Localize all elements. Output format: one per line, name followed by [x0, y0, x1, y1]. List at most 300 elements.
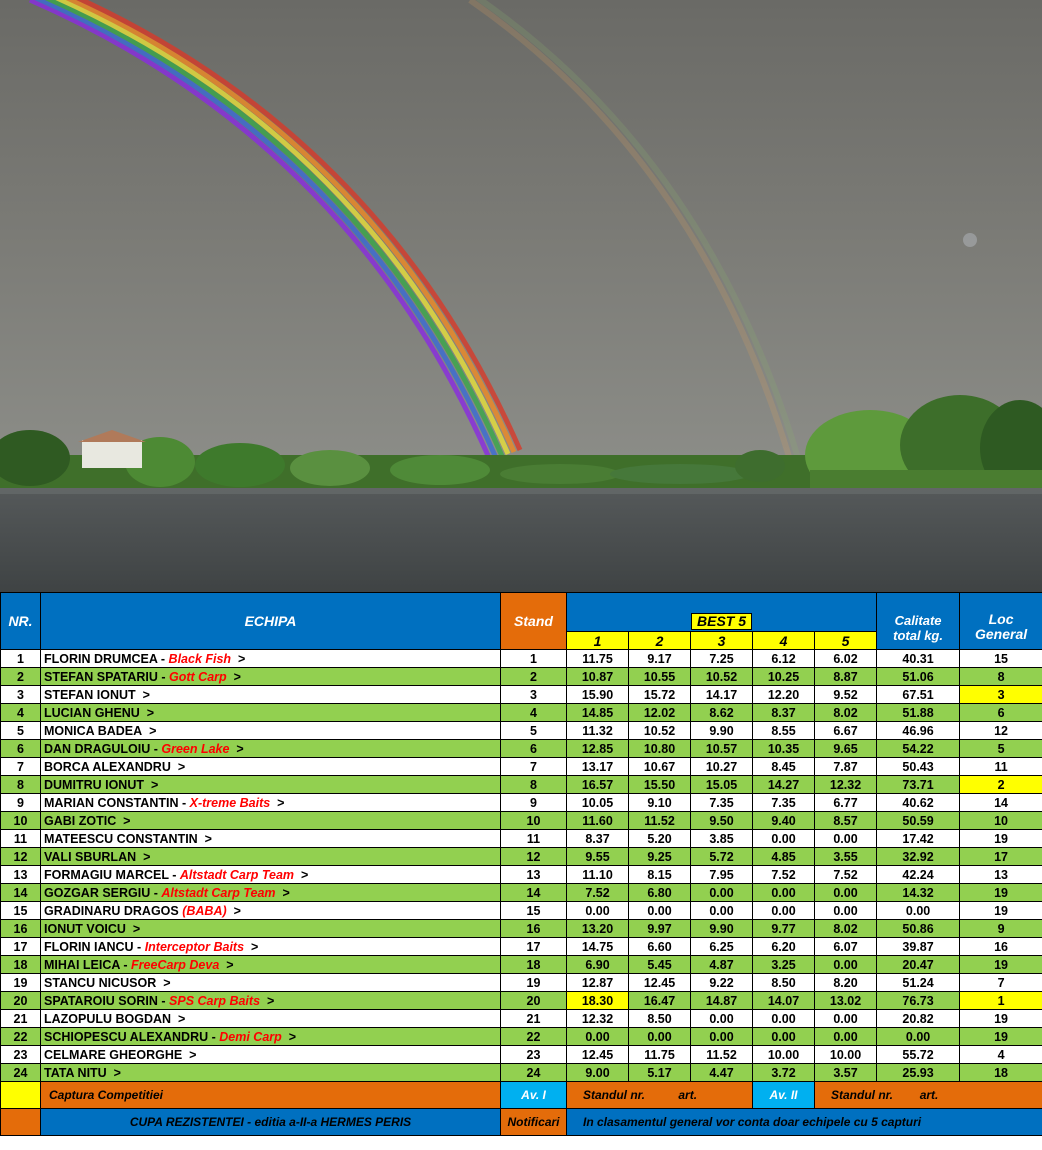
sky	[0, 0, 1042, 470]
row-total: 76.73	[877, 992, 960, 1010]
row-catch-3: 7.35	[691, 794, 753, 812]
row-arrow: >	[301, 867, 309, 882]
row-team: Interceptor Baits	[144, 939, 245, 954]
row-team-cell	[41, 938, 501, 956]
row-arrow: >	[142, 687, 150, 702]
row-catch-1: 12.87	[567, 974, 629, 992]
row-nr: 21	[1, 1010, 41, 1028]
row-catch-3: 4.47	[691, 1064, 753, 1082]
row-catch-2: 10.52	[629, 722, 691, 740]
row-stand: 24	[501, 1064, 567, 1082]
table-row	[1, 1046, 1042, 1064]
row-catch-3: 9.90	[691, 920, 753, 938]
table-row	[1, 974, 1042, 992]
row-catch-3: 4.87	[691, 956, 753, 974]
row-catch-2: 5.17	[629, 1064, 691, 1082]
footer-row-1	[1, 1082, 1042, 1109]
row-catch-3: 10.52	[691, 668, 753, 686]
row-loc: 10	[960, 812, 1042, 830]
row-loc: 17	[960, 848, 1042, 866]
row-arrow: >	[189, 1047, 197, 1062]
row-loc: 4	[960, 1046, 1042, 1064]
row-catch-4: 0.00	[753, 902, 815, 920]
row-catch-5: 0.00	[815, 830, 877, 848]
row-loc: 7	[960, 974, 1042, 992]
row-catch-5: 9.52	[815, 686, 877, 704]
row-nr: 2	[1, 668, 41, 686]
row-nr: 8	[1, 776, 41, 794]
row-nr: 15	[1, 902, 41, 920]
row-team-cell	[41, 650, 501, 668]
table-row	[1, 1028, 1042, 1046]
catch-1-header: 1	[567, 632, 629, 650]
row-catch-1: 9.00	[567, 1064, 629, 1082]
row-total: 17.42	[877, 830, 960, 848]
row-catch-4: 7.52	[753, 866, 815, 884]
row-team-cell	[41, 686, 501, 704]
row-stand: 16	[501, 920, 567, 938]
row-team: SPS Carp Baits	[169, 993, 261, 1008]
row-total: 51.24	[877, 974, 960, 992]
row-catch-3: 9.50	[691, 812, 753, 830]
table-row	[1, 740, 1042, 758]
row-loc: 6	[960, 704, 1042, 722]
row-loc: 19	[960, 884, 1042, 902]
row-team-cell	[41, 974, 501, 992]
lake	[0, 488, 1042, 592]
row-loc: 19	[960, 1010, 1042, 1028]
row-name: STEFAN IONUT	[44, 687, 136, 702]
row-stand: 21	[501, 1010, 567, 1028]
row-catch-1: 7.52	[567, 884, 629, 902]
row-total: 50.43	[877, 758, 960, 776]
row-arrow: >	[288, 1029, 297, 1044]
row-arrow: >	[204, 831, 212, 846]
row-catch-4: 4.85	[753, 848, 815, 866]
row-team: FreeCarp Deva	[131, 957, 220, 972]
row-arrow: >	[226, 957, 234, 972]
row-total: 42.24	[877, 866, 960, 884]
row-arrow: >	[277, 795, 285, 810]
row-team-cell	[41, 992, 501, 1010]
row-arrow: >	[143, 849, 151, 864]
row-catch-3: 5.72	[691, 848, 753, 866]
row-stand: 19	[501, 974, 567, 992]
row-catch-2: 12.02	[629, 704, 691, 722]
row-team-cell	[41, 1010, 501, 1028]
row-team-cell	[41, 884, 501, 902]
row-team-cell	[41, 848, 501, 866]
row-catch-1: 10.05	[567, 794, 629, 812]
table-row	[1, 668, 1042, 686]
row-total: 0.00	[877, 1028, 960, 1046]
row-arrow: >	[163, 975, 171, 990]
row-catch-3: 8.62	[691, 704, 753, 722]
row-total: 73.71	[877, 776, 960, 794]
row-stand: 4	[501, 704, 567, 722]
table-row	[1, 992, 1042, 1010]
row-stand: 15	[501, 902, 567, 920]
row-nr: 22	[1, 1028, 41, 1046]
row-catch-3: 14.17	[691, 686, 753, 704]
row-total: 55.72	[877, 1046, 960, 1064]
row-loc: 1	[960, 992, 1042, 1010]
row-stand: 17	[501, 938, 567, 956]
row-arrow: >	[178, 1011, 186, 1026]
row-catch-1: 0.00	[567, 1028, 629, 1046]
row-nr: 17	[1, 938, 41, 956]
row-catch-4: 6.12	[753, 650, 815, 668]
row-team: X-treme Baits	[189, 795, 271, 810]
row-catch-5: 8.87	[815, 668, 877, 686]
row-team-cell	[41, 956, 501, 974]
row-team: Demi Carp	[219, 1029, 282, 1044]
footer-orange-cell	[1, 1109, 41, 1136]
table-row	[1, 650, 1042, 668]
note-label: In clasamentul general vor conta doar echipele cu 5 capturi	[567, 1109, 1042, 1136]
row-nr: 23	[1, 1046, 41, 1064]
row-name: BORCA ALEXANDRU	[44, 759, 171, 774]
row-catch-5: 13.02	[815, 992, 877, 1010]
row-catch-3: 0.00	[691, 902, 753, 920]
row-catch-5: 6.77	[815, 794, 877, 812]
row-team-cell	[41, 740, 501, 758]
row-loc: 12	[960, 722, 1042, 740]
header-calitate	[877, 593, 960, 650]
row-catch-5: 8.57	[815, 812, 877, 830]
table-row	[1, 686, 1042, 704]
row-nr: 3	[1, 686, 41, 704]
row-stand: 11	[501, 830, 567, 848]
row-catch-1: 10.87	[567, 668, 629, 686]
row-catch-3: 7.95	[691, 866, 753, 884]
row-catch-5: 12.32	[815, 776, 877, 794]
row-stand: 2	[501, 668, 567, 686]
notificari-label: Notificari	[501, 1109, 567, 1136]
row-nr: 19	[1, 974, 41, 992]
table-row	[1, 938, 1042, 956]
row-catch-2: 10.67	[629, 758, 691, 776]
table-row	[1, 902, 1042, 920]
row-stand: 5	[501, 722, 567, 740]
table-row	[1, 1010, 1042, 1028]
row-catch-4: 0.00	[753, 884, 815, 902]
row-nr: 10	[1, 812, 41, 830]
header-best	[567, 593, 877, 632]
row-catch-5: 6.67	[815, 722, 877, 740]
row-total: 39.87	[877, 938, 960, 956]
row-catch-1: 12.85	[567, 740, 629, 758]
row-total: 40.31	[877, 650, 960, 668]
row-catch-5: 7.52	[815, 866, 877, 884]
standul-2	[815, 1082, 1042, 1109]
row-catch-4: 8.55	[753, 722, 815, 740]
row-catch-5: 0.00	[815, 1028, 877, 1046]
row-catch-4: 12.20	[753, 686, 815, 704]
row-team: Gott Carp	[169, 669, 227, 684]
row-catch-2: 16.47	[629, 992, 691, 1010]
art-2-label: art.	[919, 1088, 939, 1102]
row-team-cell	[41, 812, 501, 830]
row-nr: 1	[1, 650, 41, 668]
row-name: FORMAGIU MARCEL -	[44, 867, 177, 882]
row-catch-3: 10.27	[691, 758, 753, 776]
av1-label: Av. I	[501, 1082, 567, 1109]
row-total: 40.62	[877, 794, 960, 812]
best-5-label: BEST 5	[691, 613, 752, 630]
row-total: 25.93	[877, 1064, 960, 1082]
row-catch-1: 11.10	[567, 866, 629, 884]
row-nr: 24	[1, 1064, 41, 1082]
row-catch-3: 14.87	[691, 992, 753, 1010]
catch-2-header: 2	[629, 632, 691, 650]
row-catch-4: 8.45	[753, 758, 815, 776]
row-team: Green Lake	[161, 741, 230, 756]
art-1-label: art.	[678, 1088, 698, 1102]
row-loc: 5	[960, 740, 1042, 758]
row-loc: 15	[960, 650, 1042, 668]
row-catch-2: 0.00	[629, 1028, 691, 1046]
header-echipa: ECHIPA	[41, 593, 501, 650]
row-catch-2: 6.80	[629, 884, 691, 902]
row-catch-1: 8.37	[567, 830, 629, 848]
row-name: IONUT VOICU	[44, 921, 126, 936]
row-loc: 19	[960, 956, 1042, 974]
row-team-cell	[41, 1028, 501, 1046]
row-catch-2: 8.15	[629, 866, 691, 884]
row-team: Altstadt Carp Team	[179, 867, 295, 882]
row-catch-3: 11.52	[691, 1046, 753, 1064]
row-stand: 23	[501, 1046, 567, 1064]
row-nr: 13	[1, 866, 41, 884]
av2-label: Av. II	[753, 1082, 815, 1109]
row-arrow: >	[177, 759, 186, 774]
row-catch-5: 8.20	[815, 974, 877, 992]
row-arrow: >	[282, 885, 290, 900]
row-catch-5: 8.02	[815, 920, 877, 938]
row-catch-1: 12.45	[567, 1046, 629, 1064]
row-catch-4: 3.72	[753, 1064, 815, 1082]
row-catch-2: 5.45	[629, 956, 691, 974]
row-total: 32.92	[877, 848, 960, 866]
light-orb	[963, 233, 977, 247]
row-catch-1: 15.90	[567, 686, 629, 704]
row-catch-3: 0.00	[691, 1028, 753, 1046]
row-catch-4: 10.35	[753, 740, 815, 758]
row-team-cell	[41, 794, 501, 812]
cupa-label: CUPA REZISTENTEI - editia a-II-a HERMES PERIS	[41, 1109, 501, 1136]
row-catch-2: 5.20	[629, 830, 691, 848]
row-name: GOZGAR SERGIU -	[44, 885, 158, 900]
row-catch-5: 0.00	[815, 1010, 877, 1028]
row-name: MIHAI LEICA -	[44, 957, 128, 972]
standul-2-label: Standul nr.	[831, 1088, 894, 1102]
row-catch-1: 14.85	[567, 704, 629, 722]
row-arrow: >	[251, 939, 259, 954]
row-nr: 14	[1, 884, 41, 902]
row-name: MATEESCU CONSTANTIN	[44, 831, 198, 846]
row-nr: 11	[1, 830, 41, 848]
row-nr: 4	[1, 704, 41, 722]
row-catch-2: 9.97	[629, 920, 691, 938]
row-catch-4: 3.25	[753, 956, 815, 974]
table-row	[1, 956, 1042, 974]
row-loc: 19	[960, 1028, 1042, 1046]
table-row	[1, 884, 1042, 902]
row-catch-1: 13.17	[567, 758, 629, 776]
row-loc: 9	[960, 920, 1042, 938]
row-catch-5: 0.00	[815, 884, 877, 902]
footer-row-2	[1, 1109, 1042, 1136]
catch-3-header: 3	[691, 632, 753, 650]
row-catch-1: 18.30	[567, 992, 629, 1010]
table-row	[1, 920, 1042, 938]
row-catch-2: 15.50	[629, 776, 691, 794]
row-arrow: >	[132, 921, 141, 936]
row-loc: 3	[960, 686, 1042, 704]
row-total: 46.96	[877, 722, 960, 740]
row-arrow: >	[236, 741, 244, 756]
row-nr: 9	[1, 794, 41, 812]
loc-line2: General	[974, 626, 1028, 642]
row-catch-2: 0.00	[629, 902, 691, 920]
row-name: SCHIOPESCU ALEXANDRU -	[44, 1029, 216, 1044]
row-arrow: >	[123, 813, 131, 828]
row-catch-3: 0.00	[691, 1010, 753, 1028]
row-catch-4: 10.00	[753, 1046, 815, 1064]
row-loc: 11	[960, 758, 1042, 776]
row-catch-1: 0.00	[567, 902, 629, 920]
row-stand: 22	[501, 1028, 567, 1046]
row-total: 20.82	[877, 1010, 960, 1028]
row-loc: 2	[960, 776, 1042, 794]
row-arrow: >	[113, 1065, 121, 1080]
row-team-cell	[41, 920, 501, 938]
header-loc	[960, 593, 1042, 650]
row-nr: 16	[1, 920, 41, 938]
table-row	[1, 830, 1042, 848]
row-catch-4: 7.35	[753, 794, 815, 812]
row-name: FLORIN DRUMCEA -	[44, 651, 166, 666]
row-arrow: >	[146, 705, 155, 720]
row-arrow: >	[233, 669, 241, 684]
row-stand: 18	[501, 956, 567, 974]
row-catch-5: 3.57	[815, 1064, 877, 1082]
row-arrow: >	[238, 651, 246, 666]
row-stand: 7	[501, 758, 567, 776]
row-total: 51.06	[877, 668, 960, 686]
table-row	[1, 1064, 1042, 1082]
header-row	[1, 593, 1042, 632]
row-catch-5: 9.65	[815, 740, 877, 758]
row-nr: 12	[1, 848, 41, 866]
row-catch-1: 13.20	[567, 920, 629, 938]
table-row	[1, 848, 1042, 866]
table-row	[1, 704, 1042, 722]
row-catch-1: 12.32	[567, 1010, 629, 1028]
row-name: TATA NITU	[44, 1065, 107, 1080]
row-catch-2: 10.80	[629, 740, 691, 758]
row-catch-5: 6.02	[815, 650, 877, 668]
row-team: Altstadt Carp Team	[161, 885, 276, 900]
row-catch-4: 0.00	[753, 1010, 815, 1028]
row-catch-2: 9.17	[629, 650, 691, 668]
row-catch-3: 7.25	[691, 650, 753, 668]
row-stand: 6	[501, 740, 567, 758]
row-catch-5: 7.87	[815, 758, 877, 776]
row-catch-1: 11.75	[567, 650, 629, 668]
row-team-cell	[41, 758, 501, 776]
row-catch-3: 15.05	[691, 776, 753, 794]
row-catch-5: 0.00	[815, 902, 877, 920]
row-team-cell	[41, 830, 501, 848]
row-total: 0.00	[877, 902, 960, 920]
row-loc: 13	[960, 866, 1042, 884]
row-loc: 16	[960, 938, 1042, 956]
calitate-line1: Calitate	[894, 613, 942, 628]
row-arrow: >	[150, 777, 159, 792]
table-row	[1, 794, 1042, 812]
row-total: 54.22	[877, 740, 960, 758]
row-stand: 3	[501, 686, 567, 704]
row-catch-4: 0.00	[753, 1028, 815, 1046]
loc-line1: Loc	[988, 611, 1014, 627]
row-name: SPATAROIU SORIN -	[44, 993, 166, 1008]
row-team: (BABA)	[182, 903, 227, 918]
row-team-cell	[41, 1046, 501, 1064]
row-arrow: >	[149, 723, 157, 738]
row-stand: 13	[501, 866, 567, 884]
row-catch-1: 14.75	[567, 938, 629, 956]
table-row	[1, 866, 1042, 884]
row-arrow: >	[266, 993, 275, 1008]
row-team: Black Fish	[168, 651, 232, 666]
row-nr: 18	[1, 956, 41, 974]
row-team-cell	[41, 722, 501, 740]
row-loc: 8	[960, 668, 1042, 686]
row-loc: 14	[960, 794, 1042, 812]
row-catch-2: 8.50	[629, 1010, 691, 1028]
standul-1	[567, 1082, 753, 1109]
row-name: MONICA BADEA	[44, 723, 143, 738]
row-nr: 5	[1, 722, 41, 740]
row-name: DUMITRU IONUT	[44, 777, 144, 792]
row-catch-1: 11.60	[567, 812, 629, 830]
row-stand: 8	[501, 776, 567, 794]
row-catch-5: 8.02	[815, 704, 877, 722]
row-name: GABI ZOTIC	[44, 813, 117, 828]
row-catch-1: 9.55	[567, 848, 629, 866]
catch-5-header: 5	[815, 632, 877, 650]
table-row	[1, 812, 1042, 830]
row-catch-5: 6.07	[815, 938, 877, 956]
row-stand: 12	[501, 848, 567, 866]
row-catch-3: 10.57	[691, 740, 753, 758]
row-name: MARIAN CONSTANTIN -	[44, 795, 187, 810]
row-catch-2: 9.10	[629, 794, 691, 812]
row-name: LAZOPULU BOGDAN	[44, 1011, 172, 1026]
row-catch-3: 9.90	[691, 722, 753, 740]
row-stand: 9	[501, 794, 567, 812]
row-team-cell	[41, 902, 501, 920]
row-nr: 6	[1, 740, 41, 758]
calitate-line2: total kg.	[893, 628, 943, 643]
row-catch-4: 8.37	[753, 704, 815, 722]
row-catch-4: 9.77	[753, 920, 815, 938]
row-catch-2: 6.60	[629, 938, 691, 956]
table-row	[1, 758, 1042, 776]
standul-1-label: Standul nr.	[583, 1088, 646, 1102]
